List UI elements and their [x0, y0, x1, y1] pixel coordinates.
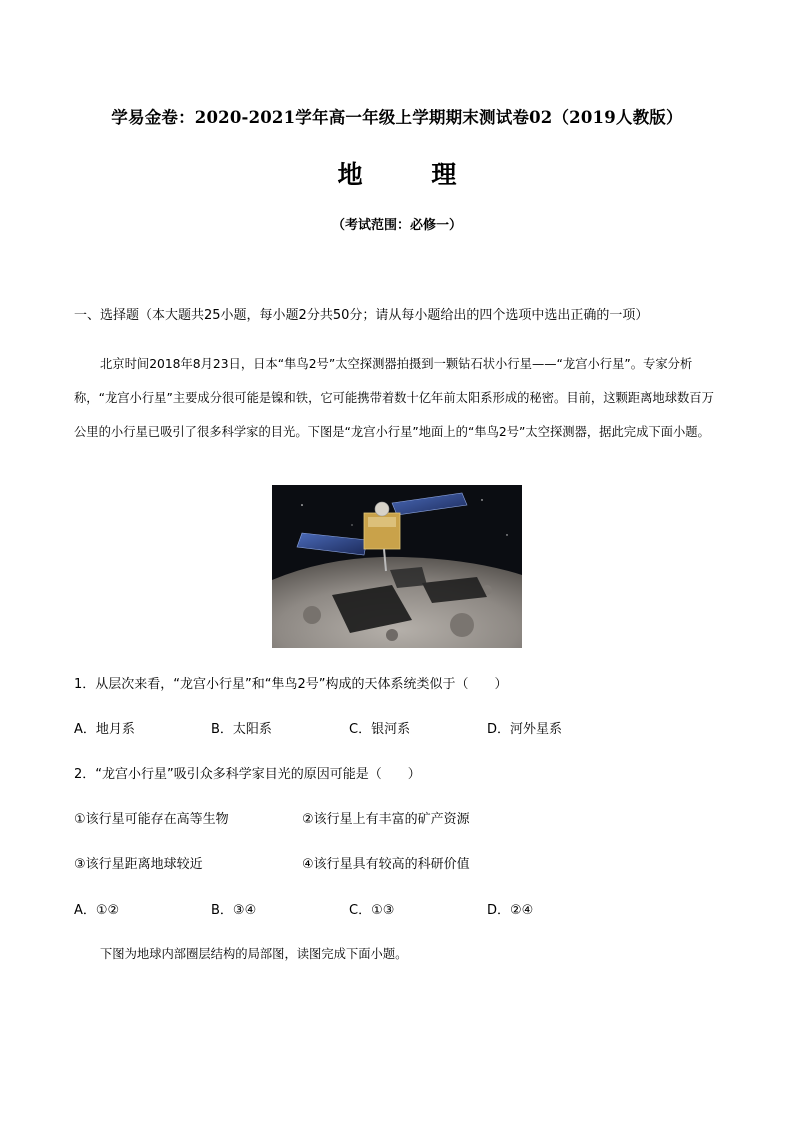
q1-option-b: B．太阳系 — [211, 722, 272, 737]
section-heading: 一、选择题（本大题共25小题，每小题2分共50分；请从每小题给出的四个选项中选出正确的一项） — [74, 308, 649, 323]
exam-title: 学易金卷：2020-2021学年高一年级上学期期末测试卷02（2019人教版） — [111, 108, 683, 127]
q1-option-a: A．地月系 — [74, 722, 135, 737]
q2-statement-4: ④该行星具有较高的科研价值 — [302, 857, 470, 872]
q2-statement-2: ②该行星上有丰富的矿产资源 — [302, 812, 470, 827]
spacecraft-photo — [272, 485, 522, 648]
subject-title: 地 理 — [337, 160, 487, 189]
next-passage-text: 下图为地球内部圈层结构的局部图，读图完成下面小题。 — [100, 947, 408, 961]
passage-text: 北京时间2018年8月23日，日本“隼鸟2号”太空探测器拍摄到一颗钻石状小行星——“龙宫小行星”。专家分析称，“龙宫小行星”主要成分很可能是镍和铁，它可能携带着数十亿年前太阳系形成的秘密。目前，这颗距离地球数百万公里的小行星已吸引了很多科学家的目光。下图是“龙宫小行星”地面上的“隼鸟2号”太空探测器，据此完成下面小题。 — [74, 357, 714, 439]
q2-option-c: C．①③ — [349, 903, 395, 918]
hayabusa2-illustration — [272, 485, 522, 648]
q1-option-c: C．银河系 — [349, 722, 411, 737]
exam-scope: （考试范围：必修一） — [331, 218, 462, 233]
q2-option-d: D．②④ — [487, 903, 534, 918]
q2-statement-3: ③该行星距离地球较近 — [74, 857, 203, 872]
question-1-stem: 1．从层次来看，“龙宫小行星”和“隼鸟2号”构成的天体系统类似于（ ） — [74, 677, 508, 692]
q2-option-b: B．③④ — [211, 903, 257, 918]
q2-option-a: A．①② — [74, 903, 120, 918]
q1-option-d: D．河外星系 — [487, 722, 563, 737]
question-2-stem: 2．“龙宫小行星”吸引众多科学家目光的原因可能是（ ） — [74, 767, 421, 782]
q2-statement-1: ①该行星可能存在高等生物 — [74, 812, 229, 827]
